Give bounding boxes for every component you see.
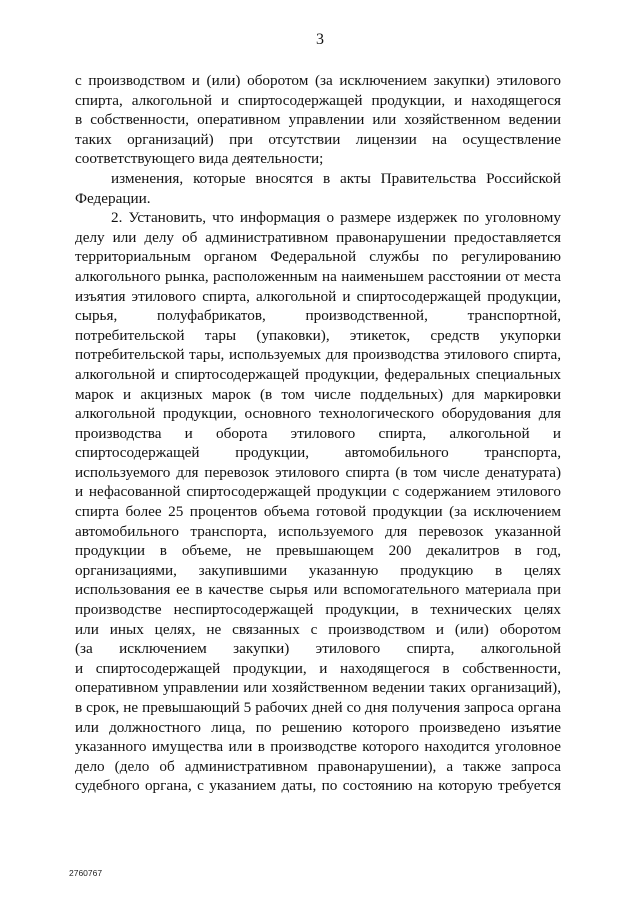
text-line: таких организаций) при отсутствии лицензии на осуществление xyxy=(75,130,561,148)
document-code: 2760767 xyxy=(69,868,103,878)
text-line: Федерации. xyxy=(75,189,151,207)
text-line: (за исключением закупки) этилового спирта, алкогольной xyxy=(75,640,561,658)
text-line: производства и оборота этилового спирта, алкогольной и xyxy=(75,424,561,442)
text-line: потребительской тары, используемых для производства этилового спирта, xyxy=(75,346,561,364)
text-line: потребительской тары (упаковки), этикеток, средств укупорки xyxy=(75,326,561,344)
text-line: или иных целях, не связанных с производством и (или) оборотом xyxy=(75,620,561,638)
text-line: в собственности, оперативном управлении или хозяйственном ведении xyxy=(75,111,561,129)
text-line: в срок, не превышающий 5 рабочих дней со дня получения запроса органа xyxy=(75,699,561,716)
text-line: оперативном управлении или хозяйственном ведении таких организаций), xyxy=(75,679,561,697)
text-line: организациями, закупившими указанную продукцию в целях xyxy=(75,561,561,579)
text-line: соответствующего вида деятельности; xyxy=(75,150,324,168)
text-line: используемого для перевозок этилового спирта (в том числе денатурата) xyxy=(75,463,561,481)
text-line: сырья, полуфабрикатов, производственной, транспортной, xyxy=(75,307,561,325)
paragraph xyxy=(75,71,561,169)
text-line: делу или делу об административном правонарушении предоставляется xyxy=(75,228,561,246)
text-line: изъятия этилового спирта, алкогольной и спиртосодержащей продукции, xyxy=(75,287,561,305)
text-line: алкогольного рынка, расположенным на наименьшем расстоянии от места xyxy=(75,267,561,285)
paragraph xyxy=(75,169,561,208)
text-line: использования ее в качестве сырья или вспомогательного материала при xyxy=(75,581,561,599)
text-line: изменения, которые вносятся в акты Правительства Российской xyxy=(111,169,561,187)
text-line: территориальным органом Федеральной службы по регулированию xyxy=(75,248,561,266)
paragraph xyxy=(75,208,561,796)
text-line: спирта более 25 процентов объема готовой продукции (за исключением xyxy=(75,503,561,521)
text-line: указанного имущества или в производстве которого находится уголовное xyxy=(75,738,561,756)
page-number: 3 xyxy=(316,31,324,48)
text-line: спирта, алкогольной и спиртосодержащей продукции, и находящегося xyxy=(75,91,561,109)
text-line: алкогольной продукции, основного технологического оборудования для xyxy=(75,405,561,423)
text-line: или должностного лица, по решению которого произведено изъятие xyxy=(75,718,561,736)
text-line: и спиртосодержащей продукции, и находящегося в собственности, xyxy=(75,659,561,677)
text-line: производстве неспиртосодержащей продукции, в технических целях xyxy=(75,601,561,619)
text-line: алкогольной и спиртосодержащей продукции, федеральных специальных xyxy=(75,365,561,383)
document-body xyxy=(75,71,561,796)
text-line: с производством и (или) оборотом (за исключением закупки) этилового xyxy=(75,72,561,89)
text-line: продукции в объеме, не превышающем 200 декалитров в год, xyxy=(75,542,561,560)
text-line: судебного органа, с указанием даты, по состоянию на которую требуется xyxy=(75,777,561,795)
text-line: спиртосодержащей продукции, автомобильного транспорта, xyxy=(75,444,561,462)
text-line: 2. Установить, что информация о размере издержек по уголовному xyxy=(111,209,561,227)
text-line: дело (дело об административном правонарушении), а также запроса xyxy=(75,757,561,775)
text-line: автомобильного транспорта, используемого для перевозок указанной xyxy=(75,522,561,540)
text-line: и нефасованной спиртосодержащей продукции с содержанием этилового xyxy=(75,483,561,501)
text-line: марок и акцизных марок (в том числе поддельных) для маркировки xyxy=(75,385,561,403)
